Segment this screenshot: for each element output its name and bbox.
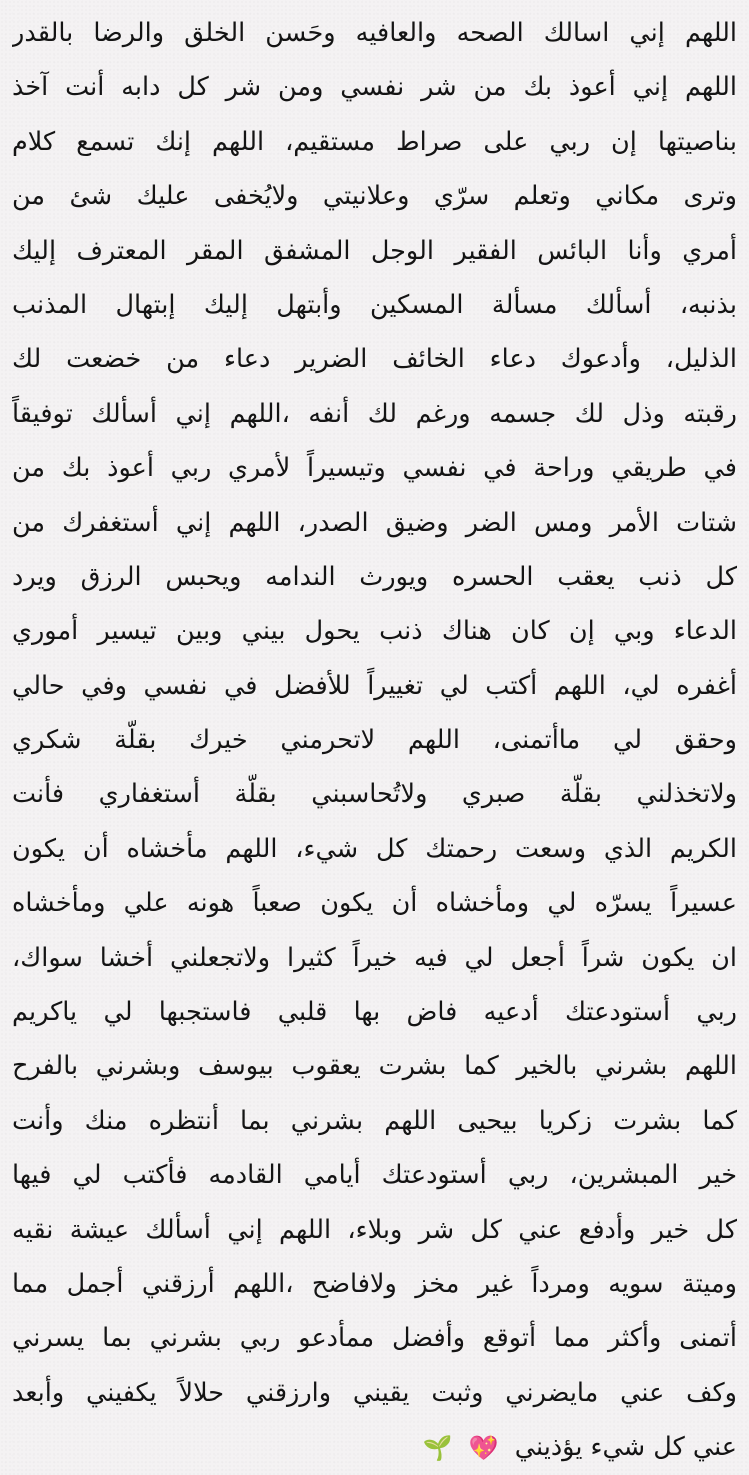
text-line: وترى مكاني وتعلم سرّي وعلانيتي ولايُخفى عليك شئ من: [12, 181, 737, 212]
last-text-line: [12, 1420, 737, 1474]
text-line: اللهم بشرني بالخير كما بشرت يعقوب بيوسف وبشرني بالفرح: [12, 1051, 737, 1082]
text-line: أتمنى وأكثر مما أتوقع وأفضل ممأدعو ربي بشرني بما يسرني: [12, 1323, 737, 1354]
text-line: اللهم إني أعوذ بك من شر نفسي ومن شر كل دابه أنت آخذ: [12, 72, 737, 103]
text-line: ربي أستودعتك أدعيه فاض بها قلبي فاستجبها لي ياكريم: [12, 997, 737, 1028]
text-line: اللهم إني اسالك الصحه والعافيه وحَسن الخلق والرضا بالقدر: [12, 18, 737, 48]
text-line: أغفره لي، اللهم أكتب لي تغييراً للأفضل في نفسي وفي حالي: [12, 670, 737, 701]
text-line: كما بشرت زكريا بيحيى اللهم بشرني بما أنتظره منك وأنت: [12, 1105, 737, 1136]
text-line: شتات الأمر ومس الضر وضيق الصدر، اللهم إني أستغفرك من: [12, 507, 737, 538]
text-line: بناصيتها إن ربي على صراط مستقيم، اللهم إنك تسمع كلام: [12, 126, 737, 157]
text-line: بذنبه، أسألك مسألة المسكين وأبتهل إليك إبتهال المذنب: [12, 289, 737, 320]
sparkling-heart-icon: 💖: [468, 1434, 499, 1463]
text-line: خير المبشرين، ربي أستودعتك أيامي القادمه فأكتب لي فيها: [12, 1160, 737, 1191]
text-line: وكف عني مايضرني وثبت يقيني وارزقني حلالاً يكفيني وأبعد: [12, 1377, 737, 1408]
seedling-icon: 🌱: [422, 1434, 453, 1463]
text-line: ولاتخذلني بقلّة صبري ولاتُحاسبني بقلّة أستغفاري فأنت: [12, 779, 737, 810]
text-line: ان يكون شراً أجعل لي فيه خيراً كثيرا ولاتجعلني أخشا سواك،: [12, 942, 737, 973]
text-line: كل خير وأدفع عني كل شر وبلاء، اللهم إني أسألك عيشة نقيه: [12, 1214, 737, 1245]
text-line-final: عني كل شيء يؤذيني: [514, 1432, 737, 1463]
text-line: في طريقي وراحة في نفسي وتيسيراً لأمري ربي أعوذ بك من: [12, 453, 737, 484]
text-line: أمري وأنا البائس الفقير الوجل المشفق المقر المعترف إليك: [12, 235, 737, 266]
text-line: الدعاء وبي إن كان هناك ذنب يحول بيني وبين تيسير أموري: [12, 616, 737, 647]
text-line: رقبته وذل لك جسمه ورغم لك أنفه ،اللهم إني أسألك توفيقاً: [12, 398, 737, 429]
text-line: الذليل، وأدعوك دعاء الخائف الضرير دعاء من خضعت لك: [12, 344, 737, 375]
text-line: وحقق لي ماأتمنى، اللهم لاتحرمني خيرك بقلّة شكري: [12, 725, 737, 756]
text-line: كل ذنب يعقب الحسره ويورث الندامه ويحبس الرزق ويرد: [12, 561, 737, 592]
text-line: عسيراً يسرّه لي ومأخشاه أن يكون صعباً هونه علي ومأخشاه: [12, 888, 737, 919]
text-line: وميتة سويه ومرداً غير مخز ولافاضح ،اللهم أرزقني أجمل مما: [12, 1268, 737, 1299]
text-line: الكريم الذي وسعت رحمتك كل شيء، اللهم مأخشاه أن يكون: [12, 833, 737, 864]
